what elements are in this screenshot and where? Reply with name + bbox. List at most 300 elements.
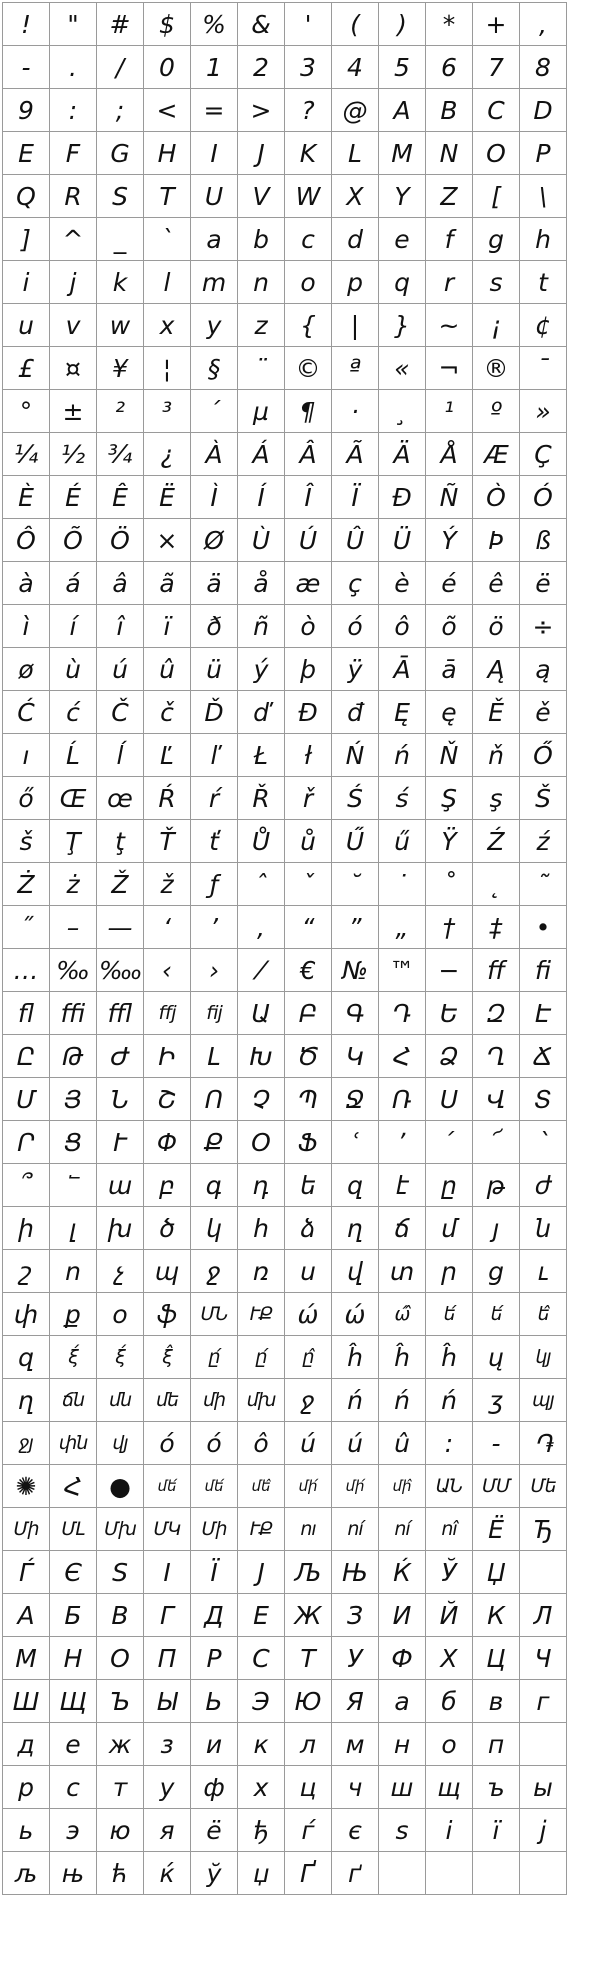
glyph-row <box>3 820 567 863</box>
glyph-cell: Ւ <box>97 1121 144 1164</box>
glyph-cell: ո <box>50 1250 97 1293</box>
glyph-cell: Е <box>238 1594 285 1637</box>
glyph-cell: ր <box>426 1250 473 1293</box>
glyph-cell <box>520 1852 567 1895</box>
glyph-cell: վ <box>332 1250 379 1293</box>
glyph-cell: Ց <box>50 1121 97 1164</box>
glyph-row <box>3 1336 567 1379</box>
glyph-cell: F <box>50 132 97 175</box>
glyph-cell: и <box>191 1723 238 1766</box>
glyph-cell: Ђ <box>520 1508 567 1551</box>
glyph-cell: · <box>332 390 379 433</box>
glyph-cell: ը̂ <box>285 1336 332 1379</box>
glyph-cell: j <box>50 261 97 304</box>
glyph-cell: µ <box>238 390 285 433</box>
glyph-cell: ѓ <box>285 1809 332 1852</box>
glyph-cell: % <box>191 3 238 46</box>
glyph-cell: ‚ <box>238 906 285 949</box>
glyph-cell: Щ <box>50 1680 97 1723</box>
glyph-cell: ó <box>191 1422 238 1465</box>
glyph-cell: $ <box>144 3 191 46</box>
glyph-cell: մի <box>191 1379 238 1422</box>
glyph-cell: + <box>473 3 520 46</box>
glyph-cell: щ <box>426 1766 473 1809</box>
glyph-cell: 3 <box>285 46 332 89</box>
glyph-cell: Ŕ <box>144 777 191 820</box>
glyph-cell: Մե <box>520 1465 567 1508</box>
glyph-cell: ՙ <box>332 1121 379 1164</box>
glyph-cell: » <box>520 390 567 433</box>
glyph-cell: з <box>144 1723 191 1766</box>
glyph-cell: Т <box>285 1637 332 1680</box>
glyph-row <box>3 605 567 648</box>
glyph-cell: а <box>379 1680 426 1723</box>
glyph-cell: Ц <box>473 1637 520 1680</box>
glyph-cell: պ <box>144 1250 191 1293</box>
glyph-row <box>3 1465 567 1508</box>
glyph-cell: Û <box>332 519 379 562</box>
glyph-cell: u <box>3 304 50 347</box>
glyph-cell: Ш <box>3 1680 50 1723</box>
glyph-grid-body <box>3 3 567 1895</box>
glyph-cell: Э <box>238 1680 285 1723</box>
glyph-cell: օ <box>97 1293 144 1336</box>
glyph-cell: Ж <box>285 1594 332 1637</box>
glyph-cell: ξ́ <box>97 1336 144 1379</box>
glyph-row <box>3 1207 567 1250</box>
glyph-cell: Ň <box>426 734 473 777</box>
glyph-cell: ¿ <box>144 433 191 476</box>
glyph-cell: H <box>144 132 191 175</box>
glyph-cell: ¡ <box>473 304 520 347</box>
glyph-cell: մի̂ <box>379 1465 426 1508</box>
glyph-cell: Ť <box>144 820 191 863</box>
glyph-cell: ĥ <box>426 1336 473 1379</box>
glyph-cell: Я <box>332 1680 379 1723</box>
glyph-cell: ţ <box>97 820 144 863</box>
glyph-cell: É <box>50 476 97 519</box>
glyph-row <box>3 1551 567 1594</box>
glyph-cell: c <box>285 218 332 261</box>
glyph-cell: կյ <box>520 1336 567 1379</box>
glyph-cell: ˚ <box>426 863 473 906</box>
glyph-cell: ś <box>379 777 426 820</box>
glyph-grid <box>2 2 567 1895</box>
glyph-cell: З <box>332 1594 379 1637</box>
glyph-cell: ь <box>3 1809 50 1852</box>
glyph-row <box>3 1766 567 1809</box>
glyph-cell: Բ <box>285 992 332 1035</box>
glyph-cell: Ć <box>3 691 50 734</box>
glyph-cell: ˛ <box>473 863 520 906</box>
glyph-cell: î <box>97 605 144 648</box>
glyph-cell: ս <box>285 1250 332 1293</box>
glyph-cell: ş <box>473 777 520 820</box>
glyph-cell: ՜ <box>473 1121 520 1164</box>
glyph-cell: Г <box>144 1594 191 1637</box>
glyph-cell: ֆ <box>144 1293 191 1336</box>
glyph-cell: Է <box>520 992 567 1035</box>
glyph-cell: € <box>285 949 332 992</box>
glyph-cell: ć <box>50 691 97 734</box>
glyph-row <box>3 3 567 46</box>
glyph-row <box>3 476 567 519</box>
glyph-cell: ó <box>332 605 379 648</box>
glyph-cell: s <box>473 261 520 304</box>
glyph-cell: я <box>144 1809 191 1852</box>
glyph-cell: ę <box>426 691 473 734</box>
glyph-cell: Р <box>191 1637 238 1680</box>
glyph-cell: 8 <box>520 46 567 89</box>
glyph-cell: ± <box>50 390 97 433</box>
glyph-cell: Y <box>379 175 426 218</box>
glyph-cell: Մխ <box>97 1508 144 1551</box>
glyph-row <box>3 1164 567 1207</box>
glyph-row <box>3 1723 567 1766</box>
glyph-cell: æ <box>285 562 332 605</box>
glyph-cell: մն <box>97 1379 144 1422</box>
glyph-cell: E <box>3 132 50 175</box>
glyph-row <box>3 46 567 89</box>
glyph-cell: ώ <box>285 1293 332 1336</box>
glyph-cell: ճ <box>379 1207 426 1250</box>
glyph-cell: 6 <box>426 46 473 89</box>
glyph-cell: \ <box>520 175 567 218</box>
glyph-cell: o <box>285 261 332 304</box>
glyph-cell: ń <box>379 734 426 777</box>
glyph-cell: B <box>426 89 473 132</box>
glyph-cell: – <box>50 906 97 949</box>
glyph-row <box>3 89 567 132</box>
glyph-cell: Վ <box>473 1078 520 1121</box>
glyph-cell: ξ́ <box>50 1336 97 1379</box>
glyph-cell: ! <box>3 3 50 46</box>
glyph-cell: W <box>285 175 332 218</box>
glyph-cell: nî <box>426 1508 473 1551</box>
glyph-cell: v <box>50 304 97 347</box>
glyph-cell: P <box>520 132 567 175</box>
glyph-cell: & <box>238 3 285 46</box>
glyph-cell: h <box>520 218 567 261</box>
glyph-cell: y <box>191 304 238 347</box>
glyph-cell: " <box>50 3 97 46</box>
glyph-cell: Ճ <box>520 1035 567 1078</box>
glyph-row <box>3 562 567 605</box>
glyph-cell: ^ <box>50 218 97 261</box>
glyph-cell: û <box>379 1422 426 1465</box>
glyph-cell: Î <box>285 476 332 519</box>
glyph-cell: մ <box>426 1207 473 1250</box>
glyph-cell: Ь <box>191 1680 238 1723</box>
glyph-cell: є <box>332 1809 379 1852</box>
glyph-cell: Ô <box>3 519 50 562</box>
glyph-cell: ե́ <box>473 1293 520 1336</box>
glyph-cell: թ <box>473 1164 520 1207</box>
glyph-cell: Ñ <box>426 476 473 519</box>
glyph-cell: ւ <box>520 1250 567 1293</box>
glyph-cell: չ <box>97 1250 144 1293</box>
glyph-cell: і <box>426 1809 473 1852</box>
glyph-cell: У <box>332 1637 379 1680</box>
glyph-cell: ² <box>97 390 144 433</box>
glyph-row <box>3 1508 567 1551</box>
glyph-cell: Թ <box>50 1035 97 1078</box>
glyph-cell: Á <box>238 433 285 476</box>
glyph-cell: ï <box>144 605 191 648</box>
glyph-cell: Ռ <box>379 1078 426 1121</box>
glyph-cell: Ю <box>285 1680 332 1723</box>
glyph-cell: Ը <box>3 1035 50 1078</box>
glyph-cell: ы <box>520 1766 567 1809</box>
glyph-cell: Ա <box>238 992 285 1035</box>
glyph-cell: Б <box>50 1594 97 1637</box>
glyph-cell: Շ <box>144 1078 191 1121</box>
glyph-cell: г <box>520 1680 567 1723</box>
glyph-cell: D <box>520 89 567 132</box>
glyph-cell: @ <box>332 89 379 132</box>
glyph-cell: Ն <box>97 1078 144 1121</box>
glyph-cell: ώ̂ <box>379 1293 426 1336</box>
glyph-cell: ń <box>426 1379 473 1422</box>
glyph-cell: ի <box>3 1207 50 1250</box>
glyph-cell: ղ <box>3 1379 50 1422</box>
glyph-cell: Н <box>50 1637 97 1680</box>
glyph-cell: ù <box>50 648 97 691</box>
glyph-cell: ň <box>473 734 520 777</box>
glyph-cell: z <box>238 304 285 347</box>
glyph-cell: © <box>285 347 332 390</box>
glyph-cell: ѕ <box>379 1809 426 1852</box>
glyph-cell: _ <box>97 218 144 261</box>
glyph-cell: Տ <box>520 1078 567 1121</box>
glyph-cell: փն <box>50 1422 97 1465</box>
glyph-cell: ՒՔ <box>238 1293 285 1336</box>
glyph-cell: І <box>144 1551 191 1594</box>
glyph-cell: ¦ <box>144 347 191 390</box>
glyph-cell: К <box>473 1594 520 1637</box>
glyph-cell: А <box>3 1594 50 1637</box>
glyph-cell: ý <box>238 648 285 691</box>
glyph-cell: ¨ <box>238 347 285 390</box>
glyph-cell: N <box>426 132 473 175</box>
glyph-cell: ֏ <box>520 1422 567 1465</box>
glyph-cell: Ż <box>3 863 50 906</box>
glyph-cell: В <box>97 1594 144 1637</box>
glyph-cell: ń <box>332 1379 379 1422</box>
glyph-cell: ՝ <box>520 1121 567 1164</box>
glyph-cell: : <box>426 1422 473 1465</box>
glyph-cell: û <box>144 648 191 691</box>
glyph-cell: Ö <box>97 519 144 562</box>
glyph-row <box>3 734 567 777</box>
glyph-row <box>3 519 567 562</box>
glyph-cell: ź <box>520 820 567 863</box>
glyph-row <box>3 1121 567 1164</box>
glyph-cell: ‰ <box>50 949 97 992</box>
glyph-cell: ⁄ <box>238 949 285 992</box>
glyph-cell: Í <box>238 476 285 519</box>
glyph-cell: ô <box>379 605 426 648</box>
glyph-cell: Ф <box>379 1637 426 1680</box>
glyph-cell: a <box>191 218 238 261</box>
glyph-cell: ՄՆ <box>191 1293 238 1336</box>
glyph-cell: ʒ <box>473 1379 520 1422</box>
glyph-cell: 2 <box>238 46 285 89</box>
glyph-cell: Ą <box>473 648 520 691</box>
glyph-cell: - <box>3 46 50 89</box>
glyph-cell: Ä <box>379 433 426 476</box>
glyph-cell: d <box>332 218 379 261</box>
glyph-cell: ; <box>97 89 144 132</box>
glyph-cell: њ <box>50 1852 97 1895</box>
glyph-cell: ní <box>332 1508 379 1551</box>
glyph-cell: R <box>50 175 97 218</box>
glyph-cell: Ê <box>97 476 144 519</box>
glyph-cell: ճն <box>50 1379 97 1422</box>
glyph-cell: õ <box>426 605 473 648</box>
glyph-cell: ќ <box>144 1852 191 1895</box>
glyph-cell: ì <box>3 605 50 648</box>
glyph-cell: † <box>426 906 473 949</box>
glyph-cell: ˝ <box>3 906 50 949</box>
glyph-cell: Ъ <box>97 1680 144 1723</box>
glyph-row <box>3 648 567 691</box>
glyph-cell: մե́ <box>191 1465 238 1508</box>
glyph-cell: Ž <box>97 863 144 906</box>
glyph-cell: ˆ <box>238 863 285 906</box>
glyph-cell: ní <box>379 1508 426 1551</box>
glyph-cell: ј <box>520 1809 567 1852</box>
glyph-cell: ф <box>191 1766 238 1809</box>
glyph-cell: љ <box>3 1852 50 1895</box>
glyph-cell: Й <box>426 1594 473 1637</box>
glyph-cell: [ <box>473 175 520 218</box>
glyph-cell: ú <box>97 648 144 691</box>
glyph-cell: с <box>50 1766 97 1809</box>
glyph-cell: Ў <box>426 1551 473 1594</box>
glyph-cell: A <box>379 89 426 132</box>
glyph-cell: i <box>3 261 50 304</box>
glyph-cell: ց <box>473 1250 520 1293</box>
glyph-cell: ] <box>3 218 50 261</box>
glyph-cell: Ֆ <box>285 1121 332 1164</box>
glyph-cell: Љ <box>285 1551 332 1594</box>
glyph-cell: Ծ <box>285 1035 332 1078</box>
glyph-cell: Ź <box>473 820 520 863</box>
glyph-cell: ъ <box>473 1766 520 1809</box>
glyph-cell: Մի <box>3 1508 50 1551</box>
glyph-cell <box>426 1852 473 1895</box>
glyph-cell: փ <box>3 1293 50 1336</box>
glyph-cell: / <box>97 46 144 89</box>
glyph-cell: н <box>379 1723 426 1766</box>
glyph-cell: Հ <box>50 1465 97 1508</box>
glyph-cell: Ę <box>379 691 426 734</box>
glyph-cell: K <box>285 132 332 175</box>
glyph-cell: ՞ <box>3 1164 50 1207</box>
glyph-cell: È <box>3 476 50 519</box>
glyph-cell: մի́ <box>332 1465 379 1508</box>
glyph-cell: Ѓ <box>3 1551 50 1594</box>
glyph-row <box>3 992 567 1035</box>
glyph-cell <box>520 1551 567 1594</box>
glyph-cell: ՚ <box>379 1121 426 1164</box>
glyph-cell: ô <box>238 1422 285 1465</box>
glyph-cell: ˘ <box>332 863 379 906</box>
glyph-cell: ĥ <box>379 1336 426 1379</box>
glyph-cell: ձ <box>285 1207 332 1250</box>
glyph-cell: M <box>379 132 426 175</box>
glyph-cell: վյ <box>97 1422 144 1465</box>
glyph-cell: Ł <box>238 734 285 777</box>
glyph-cell: # <box>97 3 144 46</box>
glyph-cell: Ů <box>238 820 285 863</box>
glyph-cell: ջ <box>285 1379 332 1422</box>
glyph-cell: դ <box>238 1164 285 1207</box>
glyph-cell: ð <box>191 605 238 648</box>
glyph-cell: G <box>97 132 144 175</box>
glyph-cell: Խ <box>238 1035 285 1078</box>
glyph-cell: ˇ <box>285 863 332 906</box>
glyph-cell: ) <box>379 3 426 46</box>
glyph-cell: ﬀj <box>144 992 191 1035</box>
glyph-cell: Չ <box>238 1078 285 1121</box>
glyph-cell: ՄՄ <box>473 1465 520 1508</box>
glyph-cell: џ <box>238 1852 285 1895</box>
glyph-cell: ԱՆ <box>426 1465 473 1508</box>
glyph-row <box>3 863 567 906</box>
glyph-cell: ՒՔ <box>238 1508 285 1551</box>
glyph-row <box>3 1637 567 1680</box>
glyph-cell: х <box>238 1766 285 1809</box>
glyph-cell: ժ <box>520 1164 567 1207</box>
glyph-cell: — <box>97 906 144 949</box>
glyph-cell: ű <box>379 820 426 863</box>
glyph-cell: O <box>473 132 520 175</box>
glyph-cell: Օ <box>238 1121 285 1164</box>
glyph-cell: è <box>379 562 426 605</box>
glyph-cell: ж <box>97 1723 144 1766</box>
glyph-cell: ե <box>285 1164 332 1207</box>
glyph-cell: Ľ <box>144 734 191 777</box>
glyph-cell: ĥ <box>332 1336 379 1379</box>
glyph-cell: к <box>238 1723 285 1766</box>
glyph-cell: զ <box>332 1164 379 1207</box>
glyph-cell: f <box>426 218 473 261</box>
glyph-cell: ш <box>379 1766 426 1809</box>
glyph-cell: Ý <box>426 519 473 562</box>
glyph-cell: ? <box>285 89 332 132</box>
glyph-cell: > <box>238 89 285 132</box>
glyph-cell: ю <box>97 1809 144 1852</box>
glyph-cell: ՛ <box>426 1121 473 1164</box>
glyph-cell: â <box>97 562 144 605</box>
glyph-row <box>3 1680 567 1723</box>
glyph-cell: é <box>426 562 473 605</box>
glyph-cell: Ձ <box>426 1035 473 1078</box>
glyph-cell: в <box>473 1680 520 1723</box>
glyph-cell: à <box>3 562 50 605</box>
glyph-cell: ՟ <box>50 1164 97 1207</box>
glyph-cell: ե̂ <box>520 1293 567 1336</box>
glyph-cell: ” <box>332 906 379 949</box>
glyph-cell: < <box>144 89 191 132</box>
glyph-cell: § <box>191 347 238 390</box>
glyph-cell: Œ <box>50 777 97 820</box>
glyph-cell: £ <box>3 347 50 390</box>
glyph-cell: ž <box>144 863 191 906</box>
glyph-cell: ё <box>191 1809 238 1852</box>
